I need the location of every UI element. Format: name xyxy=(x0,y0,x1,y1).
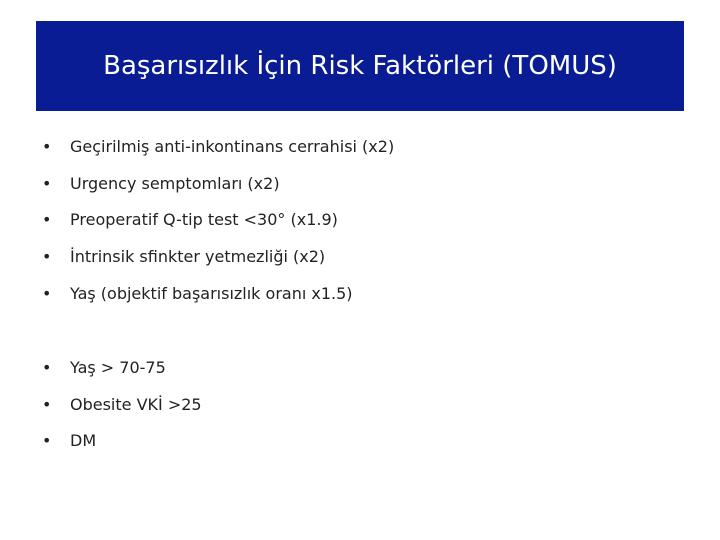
list-item xyxy=(42,395,202,414)
title-bar xyxy=(36,21,684,111)
list-item xyxy=(42,284,353,303)
list-item-text: Yaş > 70-75 xyxy=(70,358,166,377)
list-item-text: Obesite VKİ >25 xyxy=(70,395,202,414)
list-item xyxy=(42,210,338,229)
list-item xyxy=(42,174,280,193)
list-item xyxy=(42,358,166,377)
bullet-icon: • xyxy=(42,395,52,414)
slide-title: Başarısızlık İçin Risk Faktörleri (TOMUS) xyxy=(103,51,617,81)
list-item xyxy=(42,431,96,450)
list-item-text: İntrinsik sfinkter yetmezliği (x2) xyxy=(70,247,326,266)
list-item xyxy=(42,137,394,156)
bullet-icon: • xyxy=(42,137,52,156)
bullet-icon: • xyxy=(42,247,52,266)
list-item-text: Yaş (objektif başarısızlık oranı x1.5) xyxy=(70,284,353,303)
list-item xyxy=(42,247,325,266)
bullet-icon: • xyxy=(42,210,52,229)
bullet-icon: • xyxy=(42,174,52,193)
list-item-text: Urgency semptomları (x2) xyxy=(70,174,280,193)
list-item-text: Preoperatif Q-tip test <30° (x1.9) xyxy=(70,210,338,229)
list-item-text: DM xyxy=(70,431,97,450)
bullet-icon: • xyxy=(42,431,52,450)
list-item-text: Geçirilmiş anti-inkontinans cerrahisi (x2) xyxy=(70,137,395,156)
bullet-icon: • xyxy=(42,358,52,377)
bullet-icon: • xyxy=(42,284,52,303)
